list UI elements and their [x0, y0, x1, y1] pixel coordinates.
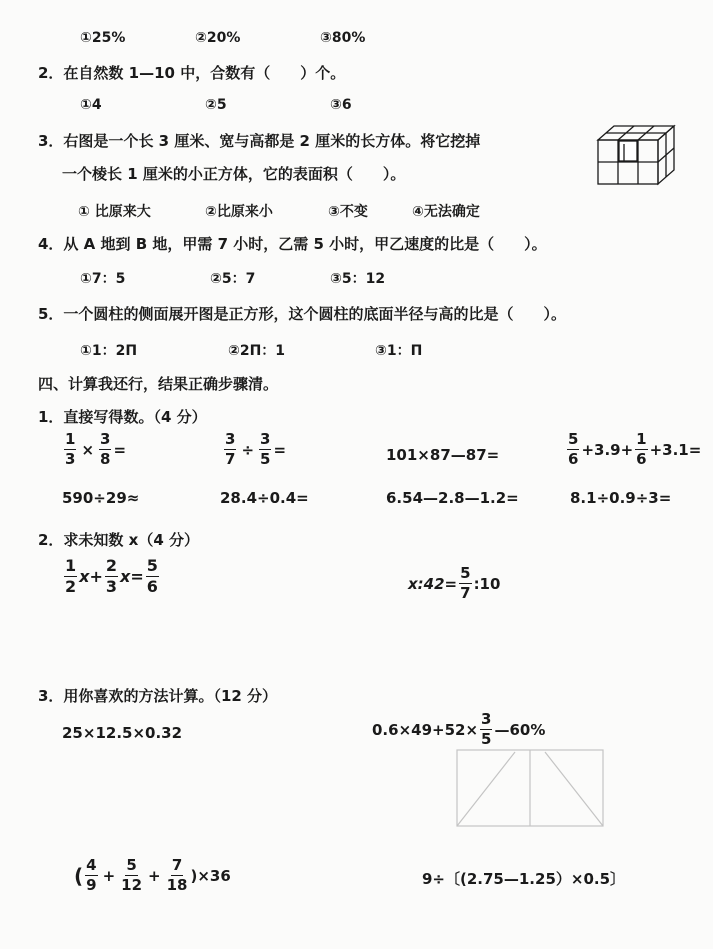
sub-1-title: 1．直接写得数。（4 分） — [38, 408, 207, 426]
fraction-numerator: 5 — [126, 856, 137, 874]
open-paren: ( — [74, 863, 84, 888]
fraction-denominator: 18 — [166, 876, 188, 894]
question-4: 4．从 A 地到 B 地，甲需 7 小时，乙需 5 小时，甲乙速度的比是（ ）。 — [38, 235, 547, 253]
q1-option-2: ②20% — [195, 30, 241, 46]
section-4-title: 四、计算我还行，结果正确步骤清。 — [38, 375, 279, 393]
q4-option-3: ③5：12 — [330, 271, 386, 287]
fraction-denominator: 6 — [636, 450, 647, 468]
oral-calc-6: 28.4÷0.4= — [220, 489, 309, 507]
fraction-denominator: 5 — [481, 730, 492, 748]
q5-option-2: ②2Π：1 — [228, 343, 286, 359]
fraction-numerator: 1 — [65, 556, 77, 575]
fraction-denominator: 6 — [568, 450, 579, 468]
q1-option-1: ①25% — [80, 30, 126, 46]
cuboid-figure — [596, 118, 678, 190]
unknown-x: x= — [120, 567, 144, 586]
fraction-numerator: 1 — [65, 430, 76, 448]
oral-calc-4 — [565, 432, 701, 467]
fraction-numerator: 5 — [146, 556, 158, 575]
oral-calc-7: 6.54—2.8—1.2= — [386, 489, 519, 507]
calc-3: ( $\frac{4}{9}$ + $\frac{5}{12}$ + $\frac{7}{18}$ )×36 — [74, 856, 231, 894]
expression-tail: +3.1= — [649, 440, 702, 459]
fraction-denominator: 9 — [86, 876, 97, 894]
fraction-numerator: 4 — [86, 856, 97, 874]
q1-option-3: ③80% — [320, 30, 366, 46]
fraction-numerator: 1 — [636, 430, 647, 448]
fraction-numerator: 3 — [481, 710, 492, 728]
fraction-numerator: 5 — [568, 430, 579, 448]
sub-3-title: 3．用你喜欢的方法计算。（12 分） — [38, 687, 278, 705]
equation-lead: x:42= — [408, 574, 458, 593]
question-2: 2．在自然数 1—10 中，合数有（ ）个。 — [38, 64, 346, 82]
operator: × — [81, 440, 95, 459]
oral-calc-3: 101×87—87= — [386, 446, 500, 464]
oral-calc-1 — [62, 432, 126, 467]
fraction-denominator: 2 — [65, 577, 77, 596]
fraction-denominator: 6 — [146, 577, 158, 596]
q3-option-2: ②比原来小 — [205, 204, 273, 220]
question-3-line-2: 一个棱长 1 厘米的小正方体，它的表面积（ ）。 — [62, 165, 406, 183]
fraction-denominator: 5 — [260, 450, 271, 468]
q5-option-1: ①1：2Π — [80, 343, 138, 359]
q2-option-1: ①4 — [80, 97, 102, 113]
sub-2-title: 2．求未知数 x（4 分） — [38, 531, 199, 549]
fraction-denominator: 8 — [100, 450, 111, 468]
q3-option-3: ③不变 — [328, 204, 368, 220]
fraction-denominator: 3 — [105, 577, 118, 596]
q4-option-2: ②5：7 — [210, 271, 256, 287]
question-3-line-1: 3．右图是一个长 3 厘米、宽与高都是 2 厘米的长方体。将它挖掉 — [38, 132, 481, 150]
fraction-numerator: 3 — [260, 430, 271, 448]
fraction-denominator: 7 — [225, 450, 236, 468]
expression-middle: +3.9+ — [581, 440, 634, 459]
expression-tail: —60% — [494, 720, 546, 739]
q4-option-1: ①7：5 — [80, 271, 126, 287]
oral-calc-8: 8.1÷0.9÷3= — [570, 489, 672, 507]
fraction-numerator: 7 — [171, 856, 183, 874]
fraction-numerator: 2 — [105, 556, 118, 575]
equals-sign: = — [273, 440, 287, 459]
operator: ÷ — [241, 440, 255, 459]
calc-4: 9÷〔(2.75—1.25）×0.5〕 — [422, 870, 626, 888]
unknown-x: x+ — [79, 567, 103, 586]
equals-sign: = — [113, 440, 127, 459]
fraction-denominator: 7 — [460, 584, 471, 602]
expression-lead: 0.6×49+52× — [372, 720, 479, 739]
fraction-numerator: 3 — [100, 430, 111, 448]
close-paren-times: )×36 — [190, 866, 231, 885]
calc-2 — [372, 712, 545, 747]
fraction-numerator: 3 — [225, 430, 236, 448]
oral-calc-2 — [222, 432, 286, 467]
oral-calc-5: 590÷29≈ — [62, 489, 140, 507]
equation-1 — [62, 558, 161, 595]
question-5: 5．一个圆柱的侧面展开图是正方形，这个圆柱的底面半径与高的比是（ ）。 — [38, 305, 566, 323]
fraction-numerator: 5 — [460, 564, 471, 582]
calc-1: 25×12.5×0.32 — [62, 724, 183, 742]
equation-tail: :10 — [473, 574, 501, 593]
fraction-denominator: 3 — [65, 450, 76, 468]
q2-option-3: ③6 — [330, 97, 352, 113]
bleed-through-sketch — [455, 748, 605, 828]
equation-2 — [408, 566, 500, 601]
q5-option-3: ③1：Π — [375, 343, 423, 359]
fraction-denominator: 12 — [121, 876, 143, 894]
q3-option-4: ④无法确定 — [412, 204, 480, 220]
q3-option-1: ① 比原来大 — [78, 204, 151, 220]
q2-option-2: ②5 — [205, 97, 227, 113]
